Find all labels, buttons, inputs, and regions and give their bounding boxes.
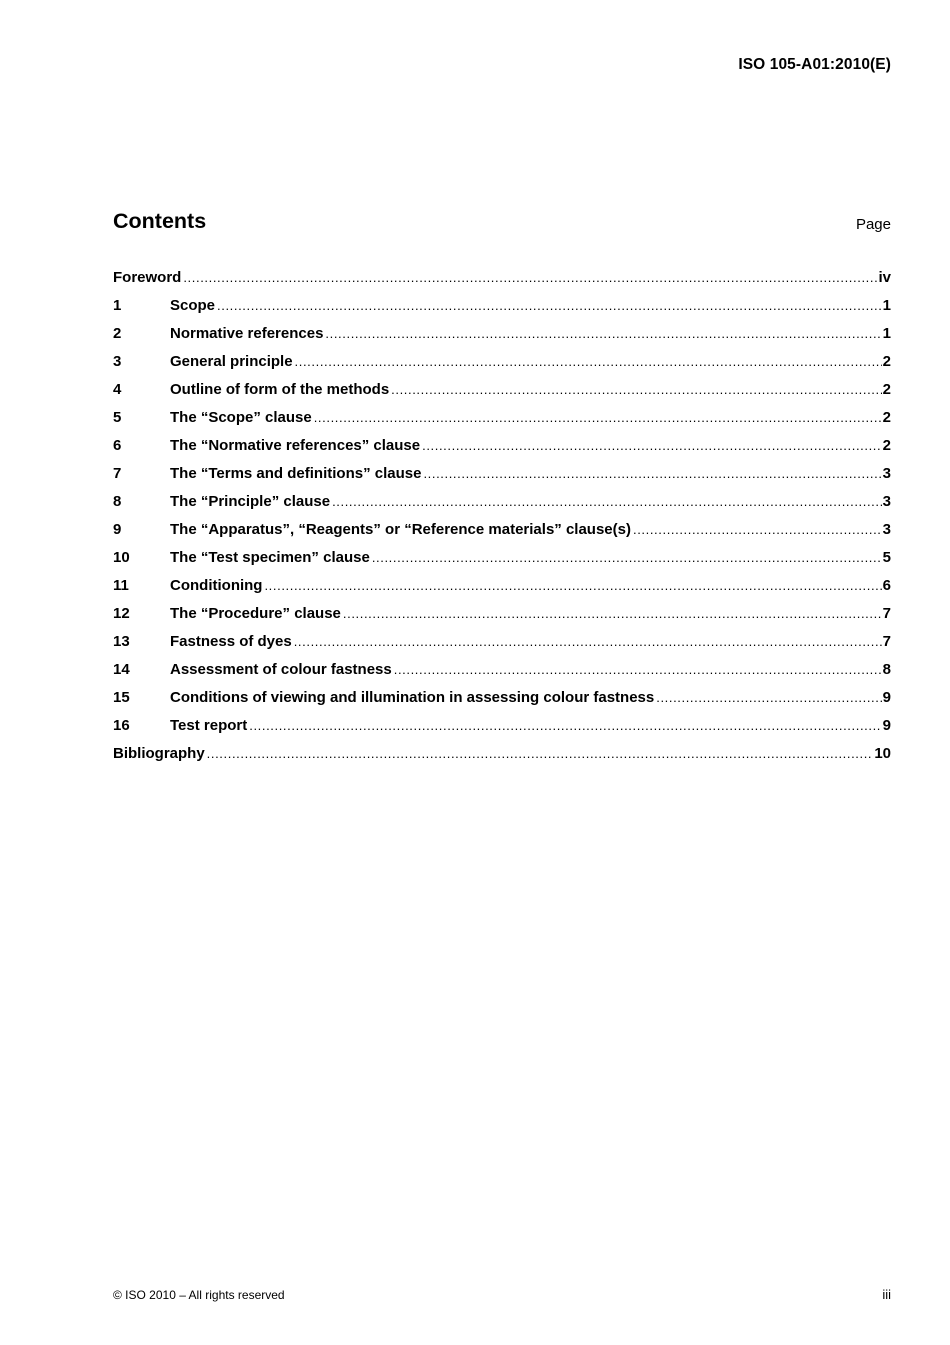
toc-entry-page: 3 xyxy=(882,465,891,482)
toc-entry-number: 4 xyxy=(113,381,122,398)
toc-entry-title: Normative references xyxy=(170,325,324,342)
dot-leader xyxy=(372,544,882,572)
toc-heading: Contents xyxy=(113,209,207,233)
toc-entry-page: iv xyxy=(878,269,891,286)
toc-entry-title: General principle xyxy=(170,353,293,370)
toc-entry[interactable] xyxy=(113,348,891,376)
toc-entry-page: 5 xyxy=(882,549,891,566)
toc-entry-number: 6 xyxy=(113,437,122,454)
toc-entry-number: 9 xyxy=(113,521,122,538)
dot-leader xyxy=(422,432,882,460)
toc-entry-page: 7 xyxy=(882,605,891,622)
toc-entry-number: 14 xyxy=(113,661,130,678)
page-number: iii xyxy=(882,1287,891,1302)
copyright-notice: © ISO 2010 – All rights reserved xyxy=(113,1288,285,1302)
toc-entry-page: 3 xyxy=(882,521,891,538)
toc-entry-title: Outline of form of the methods xyxy=(170,381,390,398)
dot-leader xyxy=(207,740,874,768)
toc-entry[interactable] xyxy=(113,628,891,656)
toc-entry-title: Test report xyxy=(170,717,248,734)
toc-entry-page: 7 xyxy=(882,633,891,650)
toc-entry-number: 11 xyxy=(113,577,129,594)
toc-entry-title: Conditioning xyxy=(170,577,263,594)
toc-entry-title: Assessment of colour fastness xyxy=(170,661,392,678)
toc-entry-number: 13 xyxy=(113,633,130,650)
page-column-label: Page xyxy=(855,216,891,233)
toc-entry[interactable] xyxy=(113,432,891,460)
toc-entry[interactable] xyxy=(113,292,891,320)
dot-leader xyxy=(633,516,882,544)
toc-entry-title: The “Apparatus”, “Reagents” or “Reference materials” clause(s) xyxy=(170,521,631,538)
toc-entry-title: The “Scope” clause xyxy=(170,409,312,426)
toc-entry[interactable] xyxy=(113,544,891,572)
toc-entry-foreword[interactable] xyxy=(113,264,891,292)
toc-entry-page: 1 xyxy=(882,325,891,342)
toc-entry[interactable] xyxy=(113,600,891,628)
toc-entry-number: 1 xyxy=(113,297,122,314)
dot-leader xyxy=(656,684,881,712)
toc-entry-title: The “Procedure” clause xyxy=(170,605,341,622)
toc-entry-title: Fastness of dyes xyxy=(170,633,292,650)
toc-entry-page: 9 xyxy=(882,717,891,734)
toc-entry-page: 1 xyxy=(882,297,891,314)
toc-entry-number: 8 xyxy=(113,493,122,510)
toc-entry[interactable] xyxy=(113,572,891,600)
toc-entry-title: The “Normative references” clause xyxy=(170,437,421,454)
toc-entry-page: 6 xyxy=(882,577,891,594)
dot-leader xyxy=(217,292,882,320)
dot-leader xyxy=(332,488,882,516)
table-of-contents xyxy=(113,264,891,768)
document-id: ISO 105-A01:2010(E) xyxy=(738,56,891,73)
toc-entry-number: 3 xyxy=(113,353,122,370)
toc-entry[interactable] xyxy=(113,712,891,740)
toc-entry-number: 5 xyxy=(113,409,122,426)
toc-entry-title: Scope xyxy=(170,297,216,314)
toc-entry-number: 16 xyxy=(113,717,130,734)
toc-entry-page: 3 xyxy=(882,493,891,510)
dot-leader xyxy=(343,600,882,628)
toc-entry-title: Bibliography xyxy=(113,745,205,762)
toc-entry-page: 8 xyxy=(882,661,891,678)
toc-entry-number: 10 xyxy=(113,549,130,566)
toc-entry-title: Conditions of viewing and illumination in assessing colour fastness xyxy=(170,689,655,706)
toc-entry-number: 7 xyxy=(113,465,122,482)
toc-entry-page: 2 xyxy=(882,437,891,454)
toc-entry[interactable] xyxy=(113,516,891,544)
toc-entry-title: The “Principle” clause xyxy=(170,493,331,510)
toc-entry-number: 2 xyxy=(113,325,122,342)
toc-entry-page: 10 xyxy=(874,745,891,762)
toc-entry-title: Foreword xyxy=(113,269,182,286)
dot-leader xyxy=(249,712,881,740)
toc-entry-number: 15 xyxy=(113,689,130,706)
dot-leader xyxy=(423,460,881,488)
toc-entry[interactable] xyxy=(113,488,891,516)
dot-leader xyxy=(294,628,882,656)
toc-entry-page: 2 xyxy=(882,381,891,398)
toc-entry-page: 2 xyxy=(882,353,891,370)
dot-leader xyxy=(314,404,882,432)
toc-entry-bibliography[interactable] xyxy=(113,740,891,768)
toc-entry-page: 2 xyxy=(882,409,891,426)
toc-entry-title: The “Terms and definitions” clause xyxy=(170,465,422,482)
toc-entry[interactable] xyxy=(113,376,891,404)
dot-leader xyxy=(295,348,882,376)
toc-entry[interactable] xyxy=(113,320,891,348)
toc-entry-number: 12 xyxy=(113,605,130,622)
dot-leader xyxy=(264,572,881,600)
dot-leader xyxy=(183,264,877,292)
dot-leader xyxy=(391,376,882,404)
toc-entry-title: The “Test specimen” clause xyxy=(170,549,370,566)
toc-entry[interactable] xyxy=(113,404,891,432)
dot-leader xyxy=(325,320,881,348)
toc-entry-page: 9 xyxy=(882,689,891,706)
toc-entry[interactable] xyxy=(113,460,891,488)
toc-entry[interactable] xyxy=(113,684,891,712)
dot-leader xyxy=(394,656,882,684)
toc-entry[interactable] xyxy=(113,656,891,684)
